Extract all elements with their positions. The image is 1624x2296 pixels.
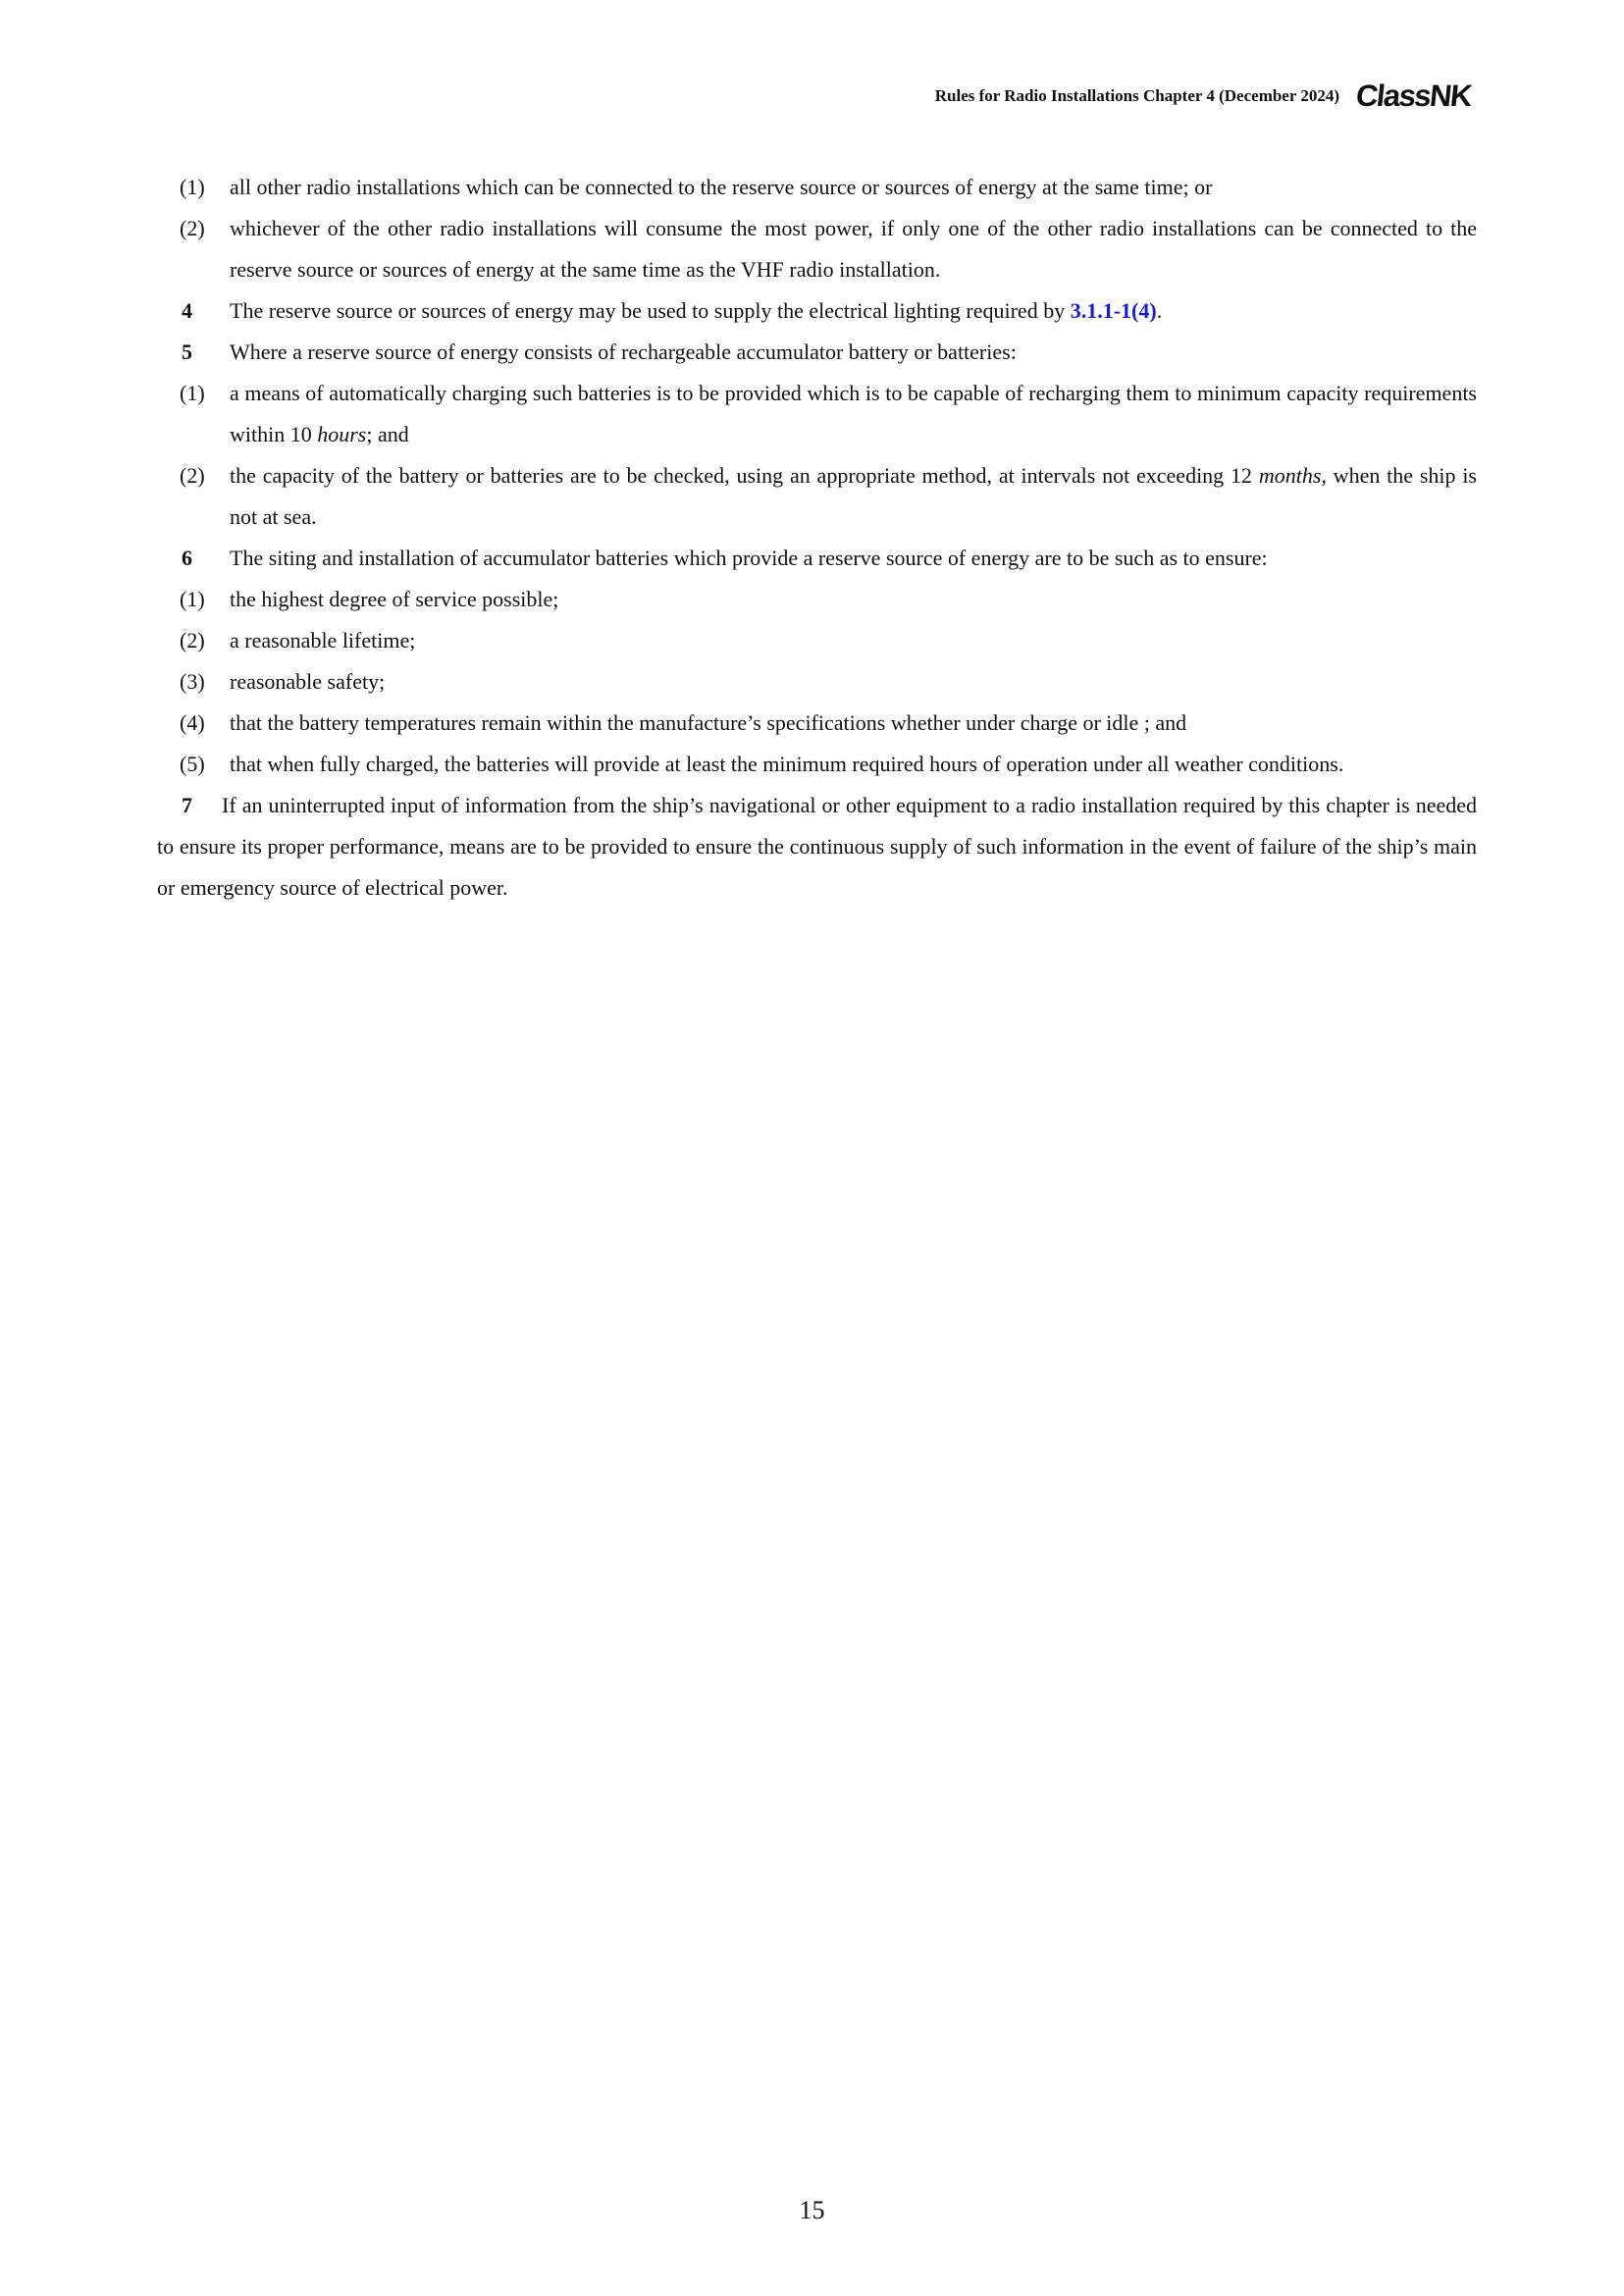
item-number: (1) [180, 175, 205, 199]
list-item [157, 703, 1477, 744]
item-text: the highest degree of service possible; [230, 587, 559, 611]
paragraph-6 [157, 538, 1477, 579]
item-text: reasonable safety; [230, 669, 386, 694]
item-text: that the battery temperatures remain within the manufacture’s specifications whether under charge or idle ; and [230, 710, 1187, 735]
header-title: Rules for Radio Installations Chapter 4 (December 2024) [934, 86, 1339, 105]
paragraph-number: 7 [182, 793, 192, 817]
item-text: If an uninterrupted input of information from the ship’s navigational or other equipment to a radio installation required by this chapter is needed to ensure its proper performance, means are to be provided to ensure the continuous supply of such information in the event of failure of the ship’s main or emergency source of electrical power. [157, 793, 1477, 900]
document-body [157, 167, 1477, 909]
item-number: (2) [180, 463, 205, 488]
italic-unit: months [1258, 463, 1322, 488]
paragraph-number: 5 [182, 339, 192, 364]
list-item [157, 744, 1477, 785]
item-text: ; and [366, 422, 409, 446]
item-number: (1) [180, 587, 205, 611]
item-number: (2) [180, 628, 205, 652]
item-text: The siting and installation of accumulator batteries which provide a reserve source of energy are to be such as to ensure: [230, 546, 1268, 570]
italic-unit: hours [317, 422, 367, 446]
paragraph-5 [157, 332, 1477, 373]
list-item [157, 579, 1477, 620]
list-item [157, 208, 1477, 290]
item-text: The reserve source or sources of energy may be used to supply the electrical lighting required by [230, 298, 1071, 323]
paragraph-number: 6 [182, 546, 192, 570]
list-item [157, 373, 1477, 455]
item-text: the capacity of the battery or batteries are to be checked, using an appropriate method, at intervals not exceeding 12 [230, 463, 1259, 488]
item-number: (5) [180, 752, 205, 776]
list-item [157, 661, 1477, 703]
item-text: , when the ship is not at sea. [230, 463, 1477, 529]
item-text: whichever of the other radio installations will consume the most power, if only one of the other radio installations can be connected to the reserve source or sources of energy at the same time as the VHF radio installation. [230, 216, 1477, 282]
item-text: a reasonable lifetime; [230, 628, 416, 652]
item-number: (2) [180, 216, 205, 240]
item-text: Where a reserve source of energy consists of rechargeable accumulator battery or batteries: [230, 339, 1017, 364]
list-item [157, 620, 1477, 661]
list-item [157, 167, 1477, 208]
item-number: (4) [180, 710, 205, 735]
paragraph-7 [157, 785, 1477, 909]
list-item [157, 455, 1477, 538]
cross-reference-link[interactable]: 3.1.1-1(4) [1070, 298, 1157, 323]
page-header [0, 77, 1624, 116]
item-text: . [1156, 298, 1163, 323]
paragraph-number: 4 [182, 298, 192, 323]
item-text: that when fully charged, the batteries will provide at least the minimum required hours of operation under all weather conditions. [230, 752, 1344, 776]
item-text: all other radio installations which can be connected to the reserve source or sources of energy at the same time; or [230, 175, 1213, 199]
item-number: (3) [180, 669, 205, 694]
item-text: a means of automatically charging such batteries is to be provided which is to be capable of recharging them to minimum capacity requirements within 10 [230, 381, 1477, 446]
item-number: (1) [180, 381, 205, 405]
paragraph-4 [157, 290, 1477, 332]
page-number: 15 [799, 2196, 825, 2224]
classnk-logo: ClassNK [1354, 78, 1473, 113]
